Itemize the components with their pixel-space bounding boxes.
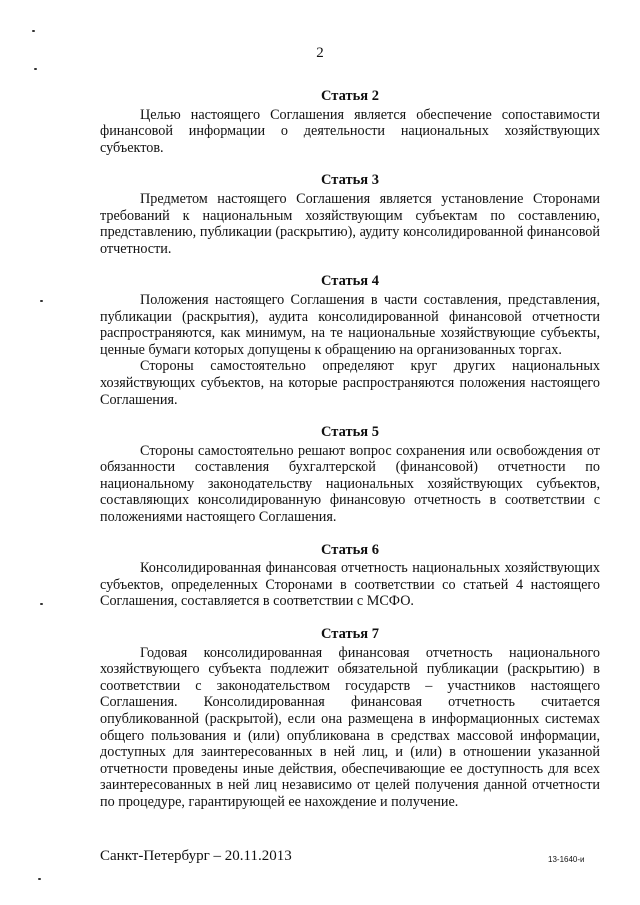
footer-document-code: 13-1640-и [548, 855, 585, 864]
article-heading: Статья 3 [321, 172, 379, 189]
article-paragraph: Стороны самостоятельно решают вопрос сохранения или освобождения от обязанности составления бухгалтерской (финансовой) отчетности по национальному законодательству национальных хозяйствующих субъектов, составляющих консолидированную финансовую отчетность в соответствии с положениями настоящего Соглашения. [100, 442, 600, 526]
scan-mark [40, 300, 43, 302]
article-7 [100, 626, 600, 811]
article-paragraph: Целью настоящего Соглашения является обеспечение сопоставимости финансовой информации о деятельности национальных хозяйствующих субъектов. [100, 106, 600, 156]
scan-mark [32, 30, 35, 32]
article-heading: Статья 4 [321, 273, 379, 290]
article-paragraph: Консолидированная финансовая отчетность национальных хозяйствующих субъектов, определенных Сторонами в соответствии со статьей 4 настоящего Соглашения, составляется в соответствии с МСФО. [100, 560, 600, 610]
article-paragraph: Годовая консолидированная финансовая отчетность национального хозяйствующего субъекта подлежит обязательной публикации (раскрытию) в соответствии с законодательством государств – участников настоящего Соглашения. Консолидированная финансовая отчетность считается опубликованной (раскрытой), если она размещена в информационных системах общего пользования и (или) опубликована в средствах массовой информации, доступных для заинтересованных в ней лиц, и (или) в отношении указанной отчетности проведены иные действия, обеспечивающие ее доступность для всех заинтересованных в ней лиц независимо от целей получения данной отчетности по процедуре, гарантирующей ее нахождение и получение. [100, 644, 600, 810]
article-4 [100, 273, 600, 408]
article-3 [100, 172, 600, 257]
page-number: 2 [316, 45, 324, 61]
article-heading: Статья 6 [321, 541, 379, 558]
article-paragraph: Положения настоящего Соглашения в части составления, представления, публикации (раскрытия), аудита консолидированной финансовой отчетности распространяются, как минимум, на те национальные хозяйствующие субъекты, ценные бумаги которых допущены к обращению на организованных торгах. [100, 291, 600, 358]
article-paragraph: Стороны самостоятельно определяют круг других национальных хозяйствующих субъектов, на которые распространяются положения настоящего Соглашения. [100, 358, 600, 408]
scan-mark [34, 68, 37, 70]
article-paragraph: Предметом настоящего Соглашения является установление Сторонами требований к национальным хозяйствующим субъектам по составлению, представлению, публикации (раскрытию), аудиту консолидированной финансовой отчетности. [100, 190, 600, 257]
article-2 [100, 88, 600, 156]
article-heading: Статья 5 [321, 424, 379, 441]
scan-mark [38, 878, 41, 880]
article-heading: Статья 7 [321, 626, 379, 643]
scan-mark [40, 603, 43, 605]
document-body [100, 88, 600, 811]
footer-place-date: Санкт-Петербург – 20.11.2013 [100, 848, 292, 864]
article-heading: Статья 2 [321, 88, 379, 104]
article-5 [100, 424, 600, 526]
article-6 [100, 542, 600, 610]
